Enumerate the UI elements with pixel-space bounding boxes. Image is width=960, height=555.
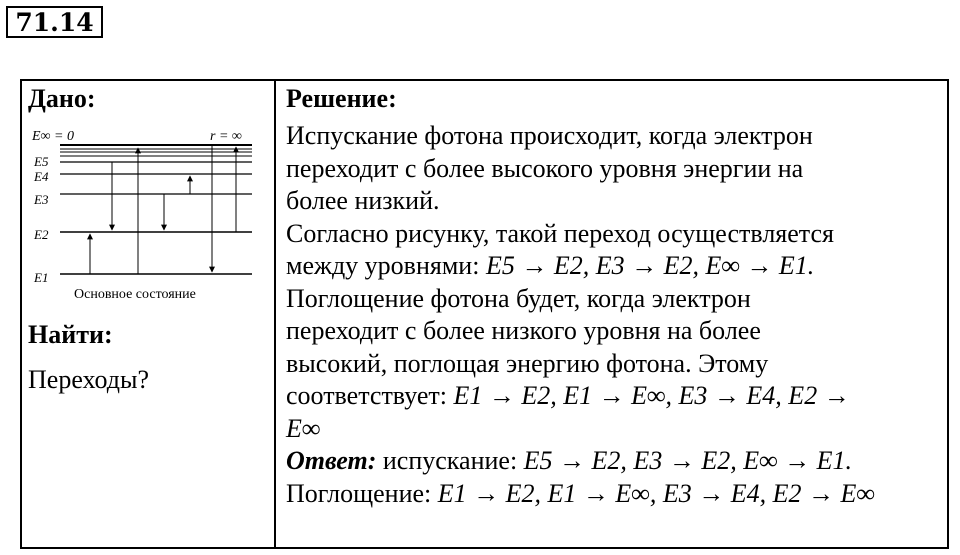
table-divider <box>274 79 276 549</box>
answer-absorption-formula: E1 → E2, E1 → E∞, E3 → E4, E2 → E∞ <box>437 478 875 508</box>
solution-line: переходит с более низкого уровня на более <box>286 316 761 345</box>
answer-line <box>286 478 946 511</box>
solution-line <box>286 380 946 413</box>
solution-column <box>286 84 946 510</box>
solution-text: соответствует: <box>286 381 454 410</box>
answer-text: Поглощение: <box>286 478 438 508</box>
solution-line: более низкий. <box>286 186 440 215</box>
energy-level-diagram <box>30 124 256 304</box>
solution-line: высокий, поглощая энергию фотона. Этому <box>286 348 769 378</box>
label-e4: E4 <box>34 169 49 184</box>
label-e3: E3 <box>34 192 49 207</box>
solution-line: переходит с более высокого уровня энергии на <box>286 153 804 183</box>
solution-text: между уровнями: <box>286 251 486 280</box>
label-e5: E5 <box>34 154 49 169</box>
emission-formula: E5 → E2, E3 → E2, E∞ → E1. <box>485 251 815 280</box>
label-e1: E1 <box>34 270 49 285</box>
given-column <box>28 84 268 114</box>
label-e2: E2 <box>34 227 49 242</box>
answer-emission-formula: E5 → E2, E3 → E2, E∞ → E1. <box>523 446 852 475</box>
solution-line: Поглощение фотона будет, когда электрон <box>286 283 751 313</box>
answer-text: испускание: <box>376 446 524 475</box>
answer-line <box>286 445 946 478</box>
solution-line: Согласно рисунку, такой переход осуществляется <box>286 218 834 248</box>
find-value: Переходы? <box>28 365 150 394</box>
problem-number: 71.14 <box>6 6 103 38</box>
solution-heading: Решение: <box>286 84 397 113</box>
label-e-inf: E∞ = 0 <box>32 129 74 144</box>
given-heading: Дано: <box>28 84 96 113</box>
solution-line <box>286 250 946 283</box>
absorption-formula-cont: E∞ <box>286 413 321 443</box>
label-r-inf: r = ∞ <box>210 129 242 144</box>
diagram-caption: Основное состояние <box>74 287 196 302</box>
find-heading: Найти: <box>28 320 113 349</box>
absorption-formula: E1 → E2, E1 → E∞, E3 → E4, E2 → <box>453 381 850 410</box>
answer-label: Ответ: <box>286 446 377 475</box>
solution-line: Испускание фотона происходит, когда электрон <box>286 121 813 150</box>
